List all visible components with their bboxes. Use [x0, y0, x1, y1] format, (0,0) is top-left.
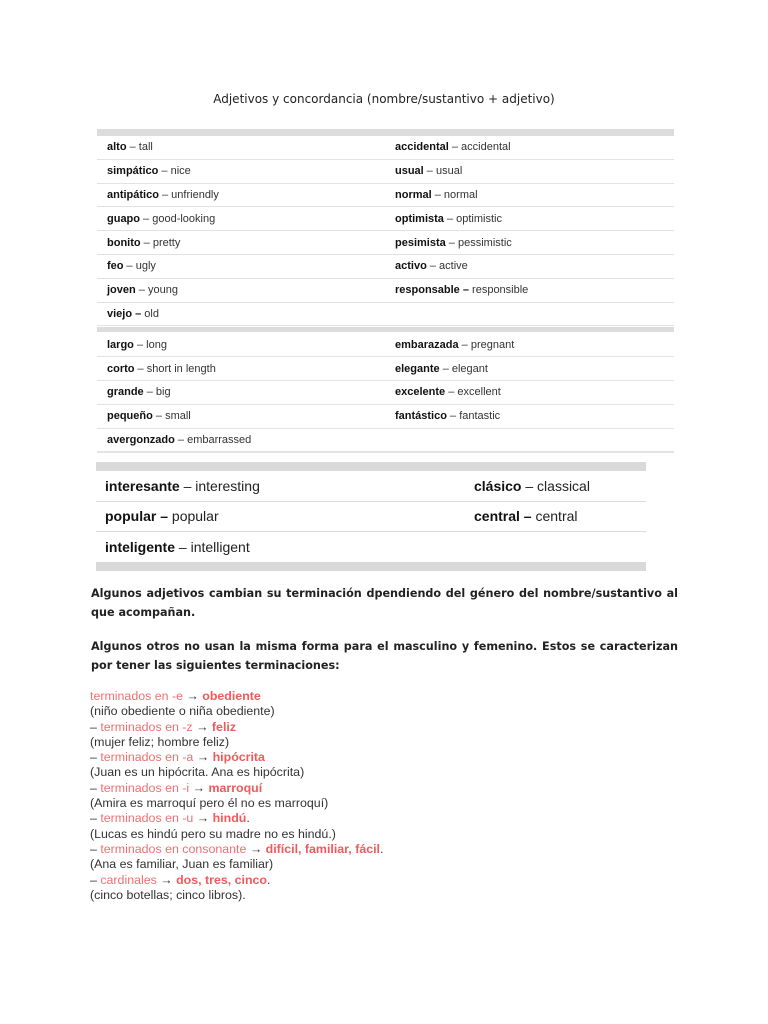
adjective-word: pesimista: [395, 236, 446, 249]
adjective-translation: – pessimistic: [445, 236, 512, 249]
adjective-word: joven: [107, 284, 136, 297]
list-rule-line: [90, 811, 690, 826]
adjective-word: central –: [474, 508, 532, 525]
rule-label: terminados en -u: [100, 811, 194, 826]
arrow-icon: →: [246, 841, 266, 856]
adjective-translation: – excellent: [445, 386, 501, 399]
table-row: [96, 502, 646, 533]
adjective-translation: – young: [135, 284, 178, 297]
table-row: [97, 303, 674, 327]
table-header-bar: [96, 462, 646, 471]
table-cell-right: [464, 508, 646, 524]
list-dash: –: [90, 750, 101, 765]
table-row: [97, 405, 674, 429]
list-rule-line: [90, 689, 690, 704]
rule-example-note: (cinco botellas; cinco libros).: [90, 887, 246, 902]
adjective-translation: old: [141, 307, 159, 320]
list-dash: –: [90, 780, 101, 795]
adjective-translation: responsible: [468, 284, 529, 297]
table-row: [97, 136, 674, 160]
adjective-translation: – tall: [126, 141, 153, 154]
arrow-icon: →: [189, 780, 209, 795]
adjective-word: inteligente: [105, 538, 176, 555]
adjectives-table-1: [97, 129, 674, 471]
paragraph-2: Algunos otros no usan la misma forma para el masculino y femenino. Estos se caracterizan por tener las siguientes terminaciones:: [91, 640, 678, 672]
table-cell-left: [97, 213, 385, 225]
table-row: [97, 279, 674, 303]
table-cell-right: [385, 386, 673, 398]
adjective-translation: – pretty: [140, 236, 181, 249]
adjective-translation: – intelligent: [175, 538, 250, 555]
adjective-word: pequeño: [107, 410, 153, 423]
adjective-translation: – long: [133, 338, 167, 351]
arrow-icon: →: [156, 872, 177, 887]
table-row: [97, 184, 674, 208]
list-dash: –: [90, 719, 101, 734]
rule-end: .: [246, 811, 250, 826]
table-row: [97, 381, 674, 405]
list-dash: –: [90, 841, 101, 856]
table-cell-right: [385, 284, 673, 296]
arrow-icon: →: [193, 811, 213, 826]
adjective-word: corto: [107, 362, 135, 375]
rule-end: .: [379, 841, 384, 856]
adjective-word: elegante: [395, 362, 440, 375]
rule-example-note: (Amira es marroquí pero él no es marroquí): [90, 796, 329, 811]
table-cell-left: [96, 508, 464, 524]
rule-end: .: [267, 872, 271, 887]
table-row: [97, 160, 674, 184]
table-divider: [97, 327, 674, 332]
adjective-word: feo: [107, 260, 124, 273]
table-cell-right: [385, 141, 673, 153]
adjective-translation: – ugly: [123, 260, 156, 273]
rule-example-note: (mujer feliz; hombre feliz): [90, 734, 230, 749]
endings-list: [90, 689, 690, 903]
table-cell-left: [97, 363, 385, 375]
table-row: [96, 532, 646, 562]
adjective-translation: – embarrassed: [174, 433, 252, 446]
list-dash: –: [90, 872, 101, 887]
table-cell-left: [96, 539, 464, 555]
adjective-translation: – nice: [158, 165, 191, 178]
adjective-translation: – interesting: [179, 477, 260, 494]
adjective-translation: – pregnant: [458, 338, 515, 351]
table-cell-left: [97, 339, 385, 351]
table-row: [96, 471, 646, 502]
rule-label: cardinales: [100, 872, 157, 887]
adjective-translation: – small: [152, 410, 191, 423]
adjective-translation: – fantastic: [446, 410, 501, 423]
adjective-word: popular –: [105, 508, 169, 525]
adjective-translation: – accidental: [448, 141, 511, 154]
rule-example: dos, tres, cinco: [176, 872, 268, 887]
rule-label: terminados en consonante: [100, 841, 247, 856]
adjectives-table-2: [96, 462, 646, 571]
table-cell-right: [385, 339, 673, 351]
table-cell-left: [97, 260, 385, 272]
table-row: [97, 231, 674, 255]
table-header-bar: [97, 129, 674, 136]
list-rule-line: [90, 842, 690, 857]
adjective-word: guapo: [107, 212, 140, 225]
table-row: [97, 333, 674, 357]
arrow-icon: →: [193, 750, 213, 765]
page-title: Adjetivos y concordancia (nombre/sustantivo + adjetivo): [213, 92, 555, 106]
adjective-word: viejo –: [107, 307, 142, 320]
adjective-word: bonito: [107, 236, 141, 249]
list-dash: –: [90, 811, 101, 826]
adjective-word: responsable –: [395, 284, 469, 297]
table-cell-right: [385, 363, 673, 375]
table-cell-right: [385, 410, 673, 422]
table-cell-right: [464, 478, 646, 494]
table-cell-right: [385, 213, 673, 225]
rule-example: feliz: [211, 719, 237, 734]
table-cell-right: [385, 237, 673, 249]
rule-example-note: (niño obediente o niña obediente): [90, 704, 275, 719]
rule-example: hindú: [212, 811, 247, 826]
adjective-translation: – elegant: [439, 362, 488, 375]
adjective-translation: – usual: [423, 165, 463, 178]
table-cell-left: [97, 189, 385, 201]
rule-example-note: (Lucas es hindú pero su madre no es hindú.): [90, 826, 336, 841]
table-cell-right: [385, 189, 673, 201]
rule-example-note: (Ana es familiar, Juan es familiar): [90, 857, 274, 872]
table-row: [97, 429, 674, 453]
adjective-word: grande: [107, 386, 144, 399]
rule-example: hipócrita: [212, 750, 265, 765]
adjective-word: usual: [395, 165, 424, 178]
adjective-translation: popular: [168, 508, 219, 525]
rule-label: terminados en -a: [100, 750, 194, 765]
adjective-translation: – classical: [521, 477, 590, 494]
rule-label: terminados en -e: [90, 689, 183, 703]
adjective-translation: – unfriendly: [158, 188, 219, 201]
table-cell-left: [97, 410, 385, 422]
adjective-word: optimista: [395, 212, 444, 225]
adjective-word: interesante: [105, 477, 180, 494]
table-cell-left: [97, 165, 385, 177]
adjective-word: clásico: [474, 477, 522, 494]
adjective-translation: – normal: [431, 188, 478, 201]
table-cell-left: [97, 386, 385, 398]
table-cell-left: [97, 308, 385, 320]
rule-label: terminados en -z: [100, 719, 193, 734]
adjective-translation: – optimistic: [443, 212, 502, 225]
rule-example-note: (Juan es un hipócrita. Ana es hipócrita): [90, 765, 305, 780]
adjective-translation: – active: [426, 260, 468, 273]
table-row: [97, 357, 674, 381]
table-cell-left: [96, 478, 464, 494]
list-rule-line: [90, 873, 690, 888]
adjective-word: avergonzado: [107, 433, 175, 446]
adjective-word: excelente: [395, 386, 446, 399]
arrow-icon: →: [192, 719, 212, 734]
list-rule-line: [90, 720, 690, 735]
adjective-word: largo: [107, 338, 134, 351]
adjective-word: activo: [395, 260, 427, 273]
adjective-word: embarazada: [395, 338, 459, 351]
table-cell-right: [385, 260, 673, 272]
list-rule-line: [90, 750, 690, 765]
arrow-icon: →: [182, 689, 203, 703]
rule-example: obediente: [202, 689, 261, 703]
adjective-word: simpático: [107, 165, 159, 178]
adjective-word: fantástico: [395, 410, 447, 423]
adjective-word: alto: [107, 141, 127, 154]
table-footer-bar: [96, 562, 646, 571]
adjective-translation: – big: [143, 386, 171, 399]
table-cell-left: [97, 141, 385, 153]
table-cell-right: [385, 165, 673, 177]
adjective-translation: central: [531, 508, 578, 525]
table-cell-left: [97, 284, 385, 296]
table-row: [97, 207, 674, 231]
adjective-word: normal: [395, 188, 432, 201]
paragraph-1: Algunos adjetivos cambian su terminación dpendiendo del género del nombre/sustantivo al que acompañan.: [91, 587, 678, 619]
adjective-word: accidental: [395, 141, 449, 154]
rule-example: marroquí: [208, 780, 263, 795]
rule-label: terminados en -i: [100, 780, 190, 795]
list-rule-line: [90, 781, 690, 796]
rule-example: difícil, familiar, fácil: [265, 841, 380, 856]
adjective-translation: – good-looking: [140, 212, 216, 225]
table-row: [97, 255, 674, 279]
table-cell-left: [97, 434, 385, 446]
adjective-translation: – short in length: [134, 362, 216, 375]
table-cell-left: [97, 237, 385, 249]
adjective-word: antipático: [107, 188, 159, 201]
